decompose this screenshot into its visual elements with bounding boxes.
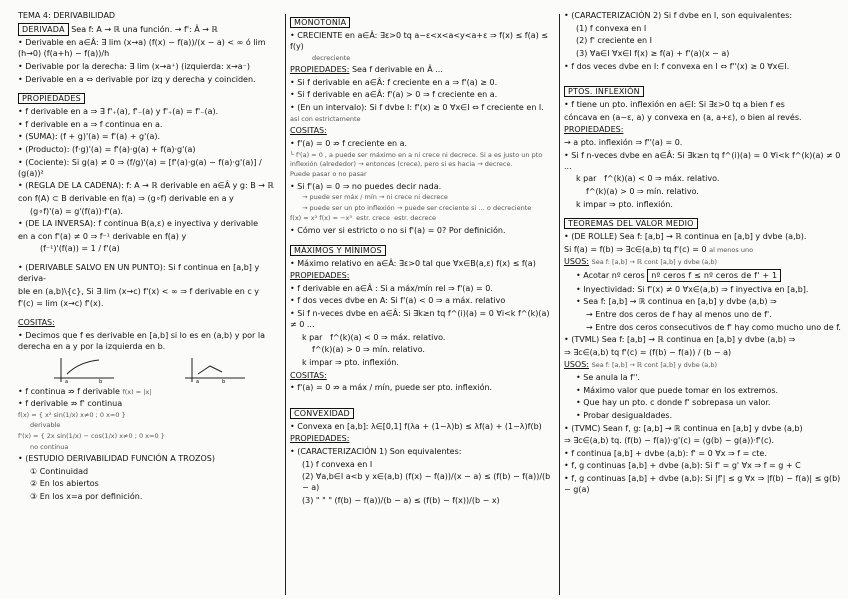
monotonia-box: MONOTONÍA	[290, 17, 350, 28]
maxmin-def: • Máximo relativo en a∈Â: ∃ε>0 tal que ∀x∈B(a,ε) f(x) ≤ f(a)	[290, 258, 536, 268]
usos-item: → Entre dos ceros consecutivos de f' hay como mucho uno de f.	[586, 322, 841, 332]
cositas-continua: • f continua ⇏ f derivable	[18, 386, 120, 396]
property-line: • Si f n-veces dvbe en a∈Â: Si ∃k≥n tq f^(i)(a) = 0 ∀i<k f^(k)(a) ≠ 0 ...	[290, 309, 550, 330]
example-funcs	[290, 214, 556, 223]
derivada-box: DERIVADA	[18, 23, 69, 36]
cositas-line: • f derivable ⇏ f' continua	[18, 399, 123, 409]
properties-header: PROPIEDADES:	[290, 434, 350, 444]
usos-header: USOS:	[564, 257, 590, 267]
estudio-item: ① Continuidad	[30, 466, 89, 476]
k-par-label: k par	[302, 332, 323, 342]
tvmc-line: ⇒ ∃c∈(a,b) tq. (f(b) − f(a))·g'(c) = (g(b) − g(a))·f'(c).	[564, 436, 775, 446]
property-line: ble en (a,b)\{c}, Si ∃ lim (x→c) f'(x) < ∞ ⇒ f derivable en c y	[18, 286, 259, 296]
decreciente-note: decreciente	[312, 53, 351, 62]
prop-intro: Sea f derivable en Â ...	[351, 65, 443, 75]
svg-text:a: a	[195, 378, 199, 384]
property-line: • f dos veces dvbe en A: Si f'(a) < 0 ⇒ a máx. relativo	[290, 296, 506, 306]
creciente-def: • CRECIENTE en a∈Â: ∃ε>0 tq a−ε<x<a<y<a+ε ⇒ f(x) ≤ f(a) ≤ f(y)	[290, 31, 548, 52]
column-divider	[559, 14, 560, 595]
sketch-row	[18, 354, 280, 384]
tvm-box: TEOREMAS DEL VALOR MEDIO	[564, 218, 698, 229]
properties-header: PROPIEDADES:	[564, 125, 624, 135]
rolle-note: al menos uno	[709, 245, 754, 254]
property-line: • f derivable en a ⇒ ∃ f'₊(a), f'₋(a) y f'₊(a) = f'₋(a).	[18, 107, 219, 117]
property-line: • Si f derivable en a∈Â: f'(a) > 0 ⇒ f creciente en a.	[290, 90, 498, 100]
example-label: derivable	[30, 421, 61, 430]
prop-intro-line	[290, 64, 556, 75]
ptos-inflexion-box: PTOS. INFLEXIÓN	[564, 86, 644, 97]
usos-item: → Entre dos ceros de f hay al menos uno de f'.	[586, 309, 772, 319]
k-par-line	[290, 332, 556, 343]
column-1	[18, 10, 280, 595]
ptos-def: cóncava en (a−ε, a) y convexa en (a, a+ε), o bien al revés.	[564, 112, 802, 122]
example-derivable: f(x) = { x² sin(1/x) x≠0 ; 0 x=0 }	[18, 410, 126, 419]
maxmin-box: MÁXIMOS Y MÍNIMOS	[290, 245, 386, 256]
side-note: así con estrictamente	[290, 114, 361, 123]
dos-veces-line: • f dos veces dvbe en I: f convexa en I ⇔ f''(x) ≥ 0 ∀x∈I.	[564, 61, 790, 71]
property-line: • (REGLA DE LA CADENA): f: A → ℝ derivable en a∈Â y g: B → ℝ	[18, 181, 274, 191]
usos-item: • Que hay un pto. c donde f' sobrepasa un valor.	[576, 398, 771, 408]
property-line: • f derivable en a ⇒ f continua en a.	[18, 119, 163, 129]
derivada-def: Sea f: A → ℝ una función. → f': Â → ℝ	[71, 24, 218, 34]
estudio-item: ② En los abiertos	[30, 479, 99, 489]
properties-header: PROPIEDADES	[18, 93, 85, 104]
cositas-main: • f'(a) = 0 ⇏ f creciente en a.	[290, 138, 408, 148]
rolle-conclusion: Si f(a) = f(b) ⇒ ∃c∈(a,b) tq f'(c) = 0	[564, 244, 707, 254]
cositas-header: COSITAS:	[290, 370, 327, 380]
column-3	[564, 10, 842, 595]
usos-line	[564, 359, 842, 370]
estudio-line: • (ESTUDIO DERIVABILIDAD FUNCIÓN A TROZOS)	[18, 454, 215, 464]
k-par-line	[564, 173, 842, 184]
carac1-line: • (CARACTERIZACIÓN 1) Son equivalentes:	[290, 447, 462, 457]
cositas-grey: Puede pasar o no pasar	[290, 170, 367, 179]
column-divider	[285, 14, 286, 595]
carac2-item: (2) f' creciente en I	[576, 36, 652, 46]
def-line: • Derivable en a∈Â: ∃ lim (x→a) (f(x) − f(a))/(x − a) < ∞ ó lim (h→0) (f(a+h) − f(a))/h	[18, 38, 266, 59]
k-par-item: f^(k)(a) < 0 ⇒ máx. relativo.	[330, 332, 446, 342]
cositas-line: • Decimos que f es derivable en [a,b] si lo es en (a,b) y por la derecha en a y por la izquierda en b.	[18, 330, 266, 351]
example-func: f(x) = x³ f(x) = −x³	[290, 214, 352, 223]
property-line: • (Cociente): Si g(a) ≠ 0 ⇒ (f/g)'(a) = [f'(a)·g(a) − f(a)·g'(a)] / (g(a))²	[18, 157, 262, 178]
example-label: estr. crece	[356, 214, 390, 223]
usos-note: Sea f: [a,b] → ℝ cont [a,b] y dvbe (a,b)	[591, 258, 718, 267]
property-line: • f derivable en a∈Â : Si a máx/mín rel ⇒ f'(a) = 0.	[290, 283, 493, 293]
k-impar-line: k impar ⇒ pto. inflexión.	[576, 199, 673, 209]
cositas-line: • f'(a) = 0 ⇏ a máx / mín, puede ser pto. inflexión.	[290, 383, 493, 393]
convexidad-box: CONVEXIDAD	[290, 408, 354, 419]
property-line: • Si f n-veces dvbe en a∈Â: Si ∃k≥n tq f^(i)(a) = 0 ∀i<k f^(k)(a) ≠ 0 ...	[564, 150, 841, 171]
example-no-continua: f'(x) = { 2x sin(1/x) − cos(1/x) x≠0 ; 0 x=0 }	[18, 432, 165, 441]
graph-derivable-sketch	[49, 354, 119, 384]
carac1-item: (1) f convexa en I	[302, 459, 373, 469]
usos-item: • Sea f: [a,b] → ℝ continua en [a,b] y dvbe (a,b) ⇒	[576, 297, 777, 307]
svg-text:a: a	[64, 378, 68, 384]
property-line: • Si f derivable en a∈Â: f creciente en a ⇒ f'(a) ≥ 0.	[290, 77, 498, 87]
cositas-nada: • Si f'(a) = 0 ⇒ no puedes decir nada.	[290, 181, 442, 191]
usos-item-line	[564, 269, 842, 282]
tvmc-line: • f continua [a,b] + dvbe (a,b): f' = 0 ∀x ⇒ f = cte.	[564, 448, 767, 458]
carac2-item: (3) ∀a∈I ∀x∈I f(x) ≥ f(a) + f'(a)(x − a)	[576, 48, 730, 58]
cositas-header: COSITAS:	[290, 126, 327, 136]
tvml-line: • (TVML) Sea f: [a,b] → ℝ continua en [a,b] y dvbe (a,b) ⇒	[564, 335, 796, 345]
example-label: estr. decrece	[394, 214, 437, 223]
svg-text:b: b	[98, 378, 102, 384]
usos-item: • Acotar nº ceros	[576, 271, 645, 281]
property-line: • (DE LA INVERSA): f continua B(a,ε) e inyectiva y derivable	[18, 219, 258, 229]
def-line: • Derivable en a ⇔ derivable por izq y derecha y coinciden.	[18, 74, 256, 84]
k-par-item: f^(k)(a) > 0 ⇒ mín. relativo.	[586, 186, 699, 196]
property-line: • (DERIVABLE SALVO EN UN PUNTO): Si f continua en [a,b] y deriva-	[18, 263, 260, 284]
k-par-label: k par	[576, 174, 597, 184]
property-line: • (En un intervalo): Si f dvbe I: f'(x) ≥ 0 ∀x∈I ⇔ f creciente en I.	[290, 103, 544, 113]
cositas-header: COSITAS:	[18, 317, 55, 327]
ptos-def: • f tiene un pto. inflexión en a∈I: Si ∃ε>0 tq a bien f es	[564, 100, 785, 110]
usos-note: Sea f: [a,b] → ℝ cont [a,b] y dvbe (a,b)	[591, 361, 718, 370]
rolle-line	[564, 244, 842, 255]
cositas-grey: └ f'(a) = 0 , a puede ser máximo en a ni crece ni decrece. Si a es justo un pto inflexión (alrededor) → entonces (crece), pero si es hacia → decrece.	[290, 150, 543, 168]
estricto-question: • Cómo ver si estricto o no si f'(a) = 0? Por definición.	[290, 225, 506, 235]
cositas-line	[18, 386, 280, 397]
carac2-line: • (CARACTERIZACIÓN 2) Si f dvbe en I, son equivalentes:	[564, 11, 793, 20]
carac2-item: (1) f convexa en I	[576, 23, 647, 33]
graph-not-derivable-sketch	[180, 354, 250, 384]
abs-example: f(x) = |x|	[122, 387, 152, 396]
nceros-box: nº ceros f ≤ nº ceros de f' + 1	[647, 269, 781, 282]
usos-item: • Inyectividad: Si f'(x) ≠ 0 ∀x∈(a,b) ⇒ f inyectiva en [a,b].	[576, 284, 809, 294]
property-line: (f⁻¹)'(f(a)) = 1 / f'(a)	[40, 244, 120, 254]
rolle-line: • (DE ROLLE) Sea f: [a,b] → ℝ continua en [a,b] y dvbe (a,b).	[564, 232, 807, 242]
def-line: • Derivable por la derecha: ∃ lim (x→a⁺) (izquierda: x→a⁻)	[18, 61, 250, 71]
tvmc-line: • (TVMC) Sean f, g: [a,b] → ℝ continua en [a,b] y dvbe (a,b)	[564, 423, 803, 433]
usos-item: • Probar desigualdades.	[576, 410, 673, 420]
k-impar-line: k impar ⇒ pto. inflexión.	[302, 357, 399, 367]
property-line: f'(c) = lim (x→c) f'(x).	[18, 299, 104, 309]
property-line: • (Producto): (f·g)'(a) = f'(a)·g(a) + f(a)·g'(a)	[18, 145, 196, 155]
properties-header: PROPIEDADES:	[290, 65, 350, 75]
convexa-def: • Convexa en [a,b]: λ∈[0,1] f(λa + (1−λ)b) ≤ λf(a) + (1−λ)f(b)	[290, 421, 542, 431]
property-line: con f(A) ⊂ B derivable en f(a) ⇒ (g∘f) derivable en a y	[18, 193, 234, 203]
usos-item: • Máximo valor que puede tomar en los extremos.	[576, 385, 779, 395]
cositas-item: → puede ser un pto inflexión → puede ser creciente si … o decreciente	[302, 203, 532, 212]
tvmc-line: • f, g continuas [a,b] + dvbe (a,b): Si f' = g' ∀x ⇒ f = g + C	[564, 461, 801, 471]
example-label: no continua	[30, 442, 69, 451]
column-2	[290, 10, 556, 595]
property-line: • (SUMA): (f + g)'(a) = f'(a) + g'(a).	[18, 132, 161, 142]
carac1-item: (2) ∀a,b∈I a<b y x∈(a,b) (f(x) − f(a))/(x − a) ≤ (f(b) − f(a))/(b − a)	[302, 472, 551, 493]
usos-line	[564, 256, 842, 267]
property-line: en a con f'(a) ≠ 0 ⇒ f⁻¹ derivable en f(a) y	[18, 231, 187, 241]
carac1-item: (3) " " " (f(b) − f(a))/(b − a) ≤ (f(b) − f(x))/(b − x)	[302, 496, 500, 505]
page-title: TEMA 4: DERIVABILIDAD	[18, 11, 116, 20]
property-line: (g∘f)'(a) = g'(f(a))·f'(a).	[30, 206, 124, 216]
estudio-item: ③ En los x=a por definición.	[30, 492, 143, 502]
svg-text:b: b	[221, 378, 225, 384]
usos-item: • Se anula la f''.	[576, 373, 640, 383]
tvml-line: ⇒ ∃c∈(a,b) tq f'(c) = (f(b) − f(a)) / (b − a)	[564, 347, 732, 357]
usos-header: USOS:	[564, 360, 590, 370]
k-par-item: f^(k)(a) < 0 ⇒ máx. relativo.	[604, 174, 720, 184]
tvmc-line: • f, g continuas [a,b] + dvbe (a,b): Si |f'| ≤ g ∀x ⇒ |f(b) − f(a)| ≤ g(b) − g(a)	[564, 474, 841, 495]
property-line: → a pto. inflexión ⇒ f''(a) = 0.	[564, 138, 683, 147]
properties-header: PROPIEDADES:	[290, 271, 350, 281]
cositas-item: → puede ser máx / mín → ni crece ni decrece	[302, 193, 448, 202]
derivada-def-line	[18, 23, 280, 36]
k-par-item: f^(k)(a) > 0 ⇒ mín. relativo.	[312, 345, 425, 355]
